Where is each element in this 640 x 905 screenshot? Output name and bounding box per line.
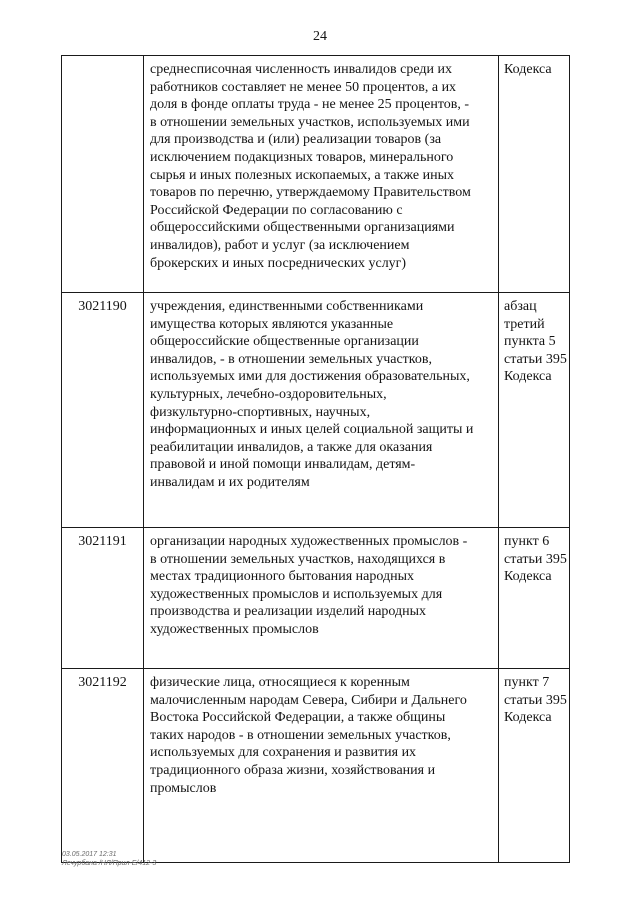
page-number: 24	[313, 29, 327, 44]
footer-timestamp: 03.05.2017 12:31	[62, 851, 117, 858]
code-cell: 3021192	[62, 669, 144, 863]
reference-cell: абзац третий пункта 5 статьи 395 Кодекса	[499, 293, 570, 528]
reference-cell: Кодекса	[499, 56, 570, 293]
code-cell: 3021190	[62, 293, 144, 528]
tax-benefit-table	[61, 55, 570, 863]
description-cell: учреждения, единственными собственниками имущества которых являются указанные общероссийские общественные организации инвалидов, - в отношении земельных участков, используемых ими для достижения образовательных, культурных, лечебно-оздоровительных, физкультурно-спортивных, научных, информационных и иных целей социальной защиты и реабилитации инвалидов, а также для оказания правовой и иной помощи инвалидам, детям- инвалидам и их родителям	[144, 293, 499, 528]
table-row	[62, 56, 570, 293]
table-row	[62, 669, 570, 863]
document-footer	[62, 850, 156, 868]
description-cell: организации народных художественных промыслов - в отношении земельных участков, находящихся в местах традиционного бытования народных художественных промыслов и используемых для производства и реализации изделий народных художественных промыслов	[144, 528, 499, 669]
table-row	[62, 528, 570, 669]
table-row	[62, 293, 570, 528]
reference-cell: пункт 6 статьи 395 Кодекса	[499, 528, 570, 669]
reference-cell: пункт 7 статьи 395 Кодекса	[499, 669, 570, 863]
code-cell	[62, 56, 144, 293]
code-cell: 3021191	[62, 528, 144, 669]
footer-file-ref: Лечурбана /НЛ/Прил-Е/412-3	[62, 860, 157, 867]
description-cell: физические лица, относящиеся к коренным малочисленным народам Севера, Сибири и Дальнего Востока Российской Федерации, а также общины таких народов - в отношении земельных участков, используемых для сохранения и развития их традиционного образа жизни, хозяйствования и промыслов	[144, 669, 499, 863]
description-cell: среднесписочная численность инвалидов среди их работников составляет не менее 50 процентов, а их доля в фонде оплаты труда - не менее 25 процентов, - в отношении земельных участков, используемых ими для производства и (или) реализации товаров (за исключением подакцизных товаров, минерального сырья и иных полезных ископаемых, а также иных товаров по перечню, утверждаемому Правительством Российской Федерации по согласованию с общероссийскими общественными организациями инвалидов), работ и услуг (за исключением брокерских и иных посреднических услуг)	[144, 56, 499, 293]
